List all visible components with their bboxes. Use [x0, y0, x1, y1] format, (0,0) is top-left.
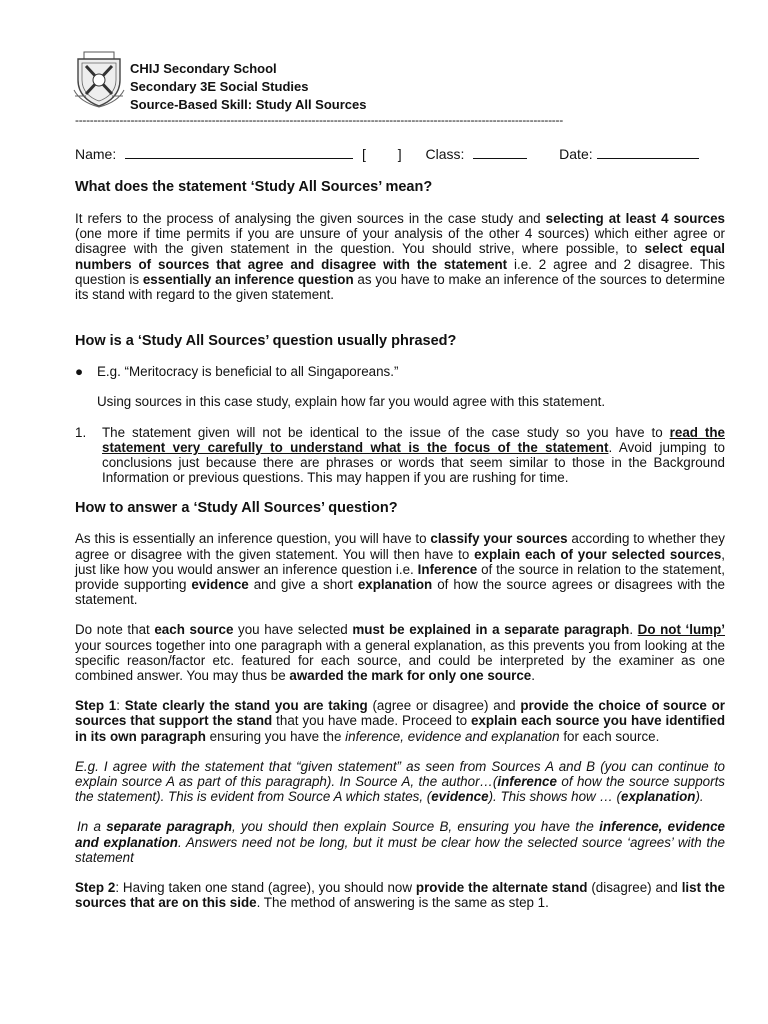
worksheet-body [75, 178, 725, 911]
step-1-paragraph: Step 1: State clearly the stand you are taking (agree or disagree) and provide the choice of source or sources that support the stand that you have made. Proceed to explain each source you have identified in its own paragraph ensuring you have the inference, evidence and explanation for each source. [75, 698, 726, 744]
example-statement: E.g. “Meritocracy is beneficial to all Singaporeans.” [97, 364, 399, 380]
point-number: 1. [75, 424, 87, 440]
example-answer-paragraph: E.g. I agree with the statement that “given statement” as seen from Sources A and B (you can continue to explain source A as part of this paragraph). In Source A, the author…(inference of how the source supports the statement). This is evident from Source A which states, (evidence). This shows how … (explanation). [75, 758, 725, 805]
school-name: CHIJ Secondary School [130, 61, 277, 76]
date-field[interactable] [597, 146, 699, 159]
section-heading-phrasing: How is a ‘Study All Sources’ question usually phrased? [75, 333, 457, 350]
example-question: Using sources in this case study, explain how far you would agree with this statement. [97, 394, 606, 410]
course-name: Secondary 3E Social Studies [130, 79, 309, 94]
register-bracket-close: ] [397, 146, 402, 162]
class-field[interactable] [473, 146, 527, 159]
step-2-paragraph: Step 2: Having taken one stand (agree), you should now provide the alternate stand (disagree) and list the sources that are on this side. The method of answering is the same as step 1. [75, 880, 726, 911]
worksheet-topic: Source-Based Skill: Study All Sources [130, 97, 367, 112]
separate-paragraph-note: In a separate paragraph, you should then explain Source B, ensuring you have the inference, evidence and explanation. Answers need not be long, but it must be clear how the selected source ‘agrees’ with the statement [75, 819, 725, 865]
bullet-marker: ● [75, 364, 84, 380]
school-crest-icon [72, 50, 126, 108]
point-1-text: The statement given will not be identical to the issue of the case study so you have to read the statement very carefully to understand what is the focus of the statement. Avoid jumping to conclusions just because there are phrases or words that seem similar to those in the Background Information or previous questions. This may happen if you are rushing for time. [102, 424, 725, 486]
answering-paragraph-2: Do note that each source you have selected must be explained in a separate paragraph. Do not ‘lump’ your sources together into one paragraph with a general explanation, as this prevents you from looking at the specific reason/factor etc. featured for each source, and could be interpreted by the examiner as one combined answer. You may thus be awarded the mark for only one source. [75, 622, 725, 684]
section-heading-answering: How to answer a ‘Study All Sources’ question? [75, 500, 398, 517]
date-label: Date: [559, 146, 593, 162]
class-label: Class: [425, 146, 465, 162]
dashed-divider: ------------------------------------------------------------------------------------------------------------------------------------ [75, 113, 563, 127]
example-bullet [75, 364, 725, 379]
name-field[interactable] [125, 146, 353, 159]
student-info-row [75, 146, 699, 162]
answering-paragraph-1: As this is essentially an inference question, you will have to classify your sources according to whether they agree or disagree with the given statement. You will then have to explain each of your selected sources, just like how you would answer an inference question i.e. Inference of the source in relation to the statement, provide supporting evidence and give a short explanation of how the source agrees or disagrees with the statement. [75, 531, 726, 608]
section-heading-meaning: What does the statement ‘Study All Sources’ mean? [75, 179, 433, 195]
register-bracket-open: [ [362, 146, 366, 162]
point-1 [75, 425, 725, 486]
school-header [130, 60, 366, 114]
name-label: Name: [75, 146, 117, 162]
meaning-paragraph: It refers to the process of analysing the given sources in the case study and selecting at least 4 sources (one more if time permits if you are unsure of your analysis of the other 4 sources) which either agree or disagree with the given statement in the question. You should strive, where possible, to select equal numbers of sources that agree and disagree with the statement i.e. 2 agree and 2 disagree. This question is essentially an inference question as you have to make an inference of the sources to determine its stand with regard to the given statement. [75, 211, 726, 303]
